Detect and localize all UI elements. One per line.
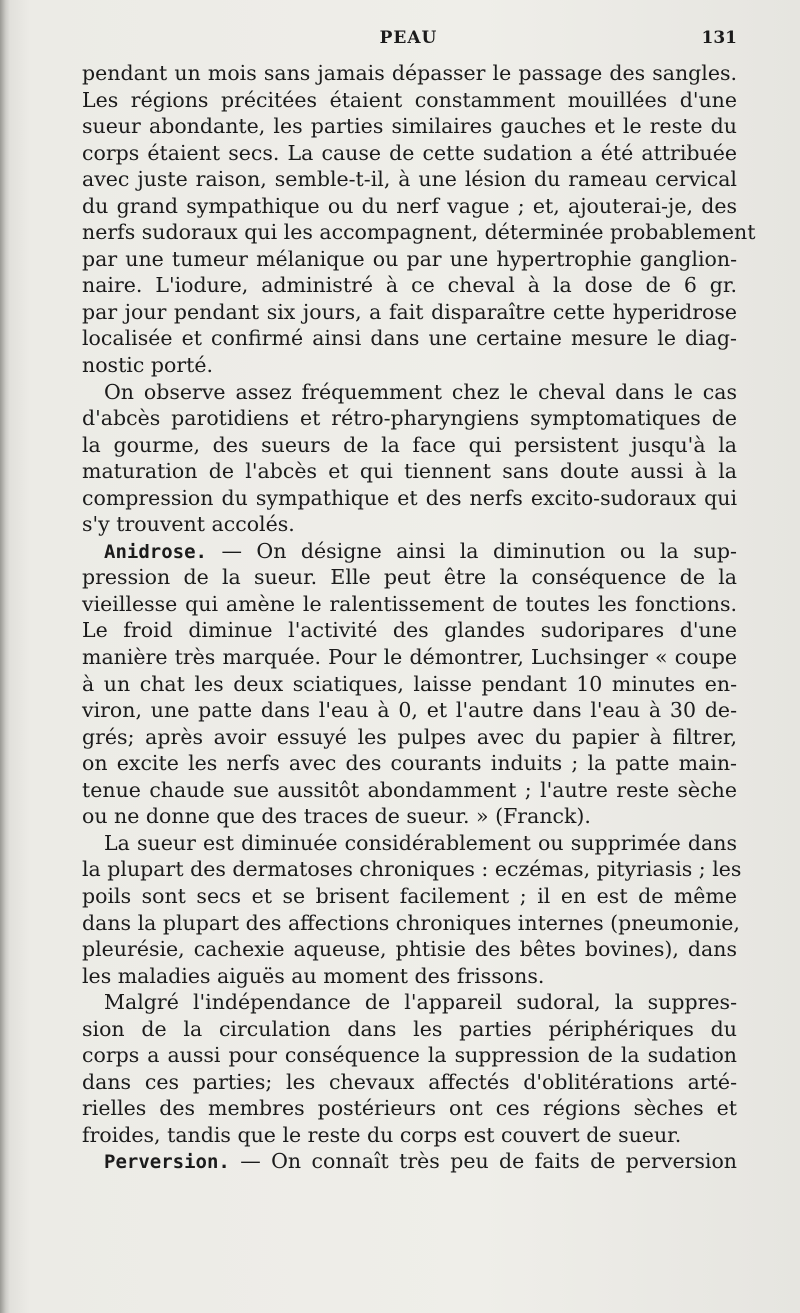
line-text: sueur abondante, les parties similaires gauches et le reste du: [82, 114, 737, 139]
text-line: [82, 617, 737, 644]
text-line: [82, 1148, 737, 1175]
running-head: [80, 28, 737, 54]
text-line: [82, 750, 737, 777]
text-line: [82, 485, 737, 512]
text-line: [82, 1016, 737, 1043]
text-line: [82, 856, 742, 883]
line-text: pleurésie, cachexie aqueuse, phtisie des bêtes bovines), dans: [82, 937, 737, 962]
line-text: naire. L'iodure, administré à ce cheval à la dose de 6 gr.: [82, 273, 737, 298]
line-text: Malgré l'indépendance de l'appareil sudoral, la suppres-: [104, 990, 737, 1015]
line-text: par jour pendant six jours, a fait disparaître cette hyperidrose: [82, 299, 737, 324]
text-line: [82, 272, 737, 299]
line-text: Le froid diminue l'activité des glandes sudoripares d'une: [82, 618, 737, 643]
text-line: [82, 458, 737, 485]
line-text: Les régions précitées étaient constamment mouillées d'une: [82, 87, 737, 112]
text-line: [82, 963, 737, 990]
line-text: du grand sympathique ou du nerf vague ; et, ajouterai-je, des: [82, 193, 737, 218]
line-text: localisée et confirmé ainsi dans une certaine mesure le diag-: [82, 326, 737, 351]
line-text: la gourme, des sueurs de la face qui persistent jusqu'à la: [82, 432, 737, 457]
page-edge-shadow: [0, 0, 10, 1313]
text-line: [82, 166, 737, 193]
line-text: corps étaient secs. La cause de cette sudation a été attribuée: [82, 140, 737, 165]
text-line: [82, 724, 737, 751]
text-line: [82, 1095, 737, 1122]
line-text: La sueur est diminuée considérablement ou supprimée dans: [104, 830, 737, 855]
text-line: [82, 352, 737, 379]
line-text: dans ces parties; les chevaux affectés d'oblitérations arté-: [82, 1069, 737, 1094]
text-line: [82, 325, 737, 352]
line-text: dans la plupart des affections chroniques internes (pneumonie,: [82, 910, 740, 935]
line-text: ou ne donne que des traces de sueur. » (Franck).: [82, 804, 591, 829]
text-line: [82, 697, 737, 724]
text-line: [82, 113, 737, 140]
text-line: [82, 60, 737, 87]
line-text: nerfs sudoraux qui les accompagnent, déterminée probablement: [82, 220, 756, 245]
text-line: [82, 538, 737, 565]
text-line: [82, 379, 737, 406]
text-line: [82, 803, 737, 830]
line-text: — On désigne ainsi la diminution ou la sup-: [206, 538, 737, 563]
line-text: vieillesse qui amène le ralentissement de toutes les fonctions.: [82, 591, 737, 616]
line-text: d'abcès parotidiens et rétro-pharyngiens symptomatiques de: [82, 406, 737, 431]
line-text: manière très marquée. Pour le démontrer, Luchsinger « coupe: [82, 645, 737, 670]
text-line: [82, 936, 737, 963]
text-line: [82, 777, 737, 804]
text-line: [82, 830, 737, 857]
line-text: à un chat les deux sciatiques, laisse pendant 10 minutes en-: [82, 671, 737, 696]
line-text: grés; après avoir essuyé les pulpes avec du papier à filtrer,: [82, 724, 737, 749]
line-text: nostic porté.: [82, 353, 214, 378]
text-line: [82, 1042, 737, 1069]
text-line: [82, 405, 737, 432]
line-text: par une tumeur mélanique ou par une hypertrophie ganglion-: [82, 246, 737, 271]
line-text: rielles des membres postérieurs ont ces régions sèches et: [82, 1096, 737, 1121]
text-line: [82, 246, 737, 273]
line-text: compression du sympathique et des nerfs excito-sudoraux qui: [82, 485, 737, 510]
line-text: pression de la sueur. Elle peut être la conséquence de la: [82, 565, 737, 590]
line-text: pendant un mois sans jamais dépasser le passage des sangles.: [82, 61, 737, 85]
line-text: viron, une patte dans l'eau à 0, et l'autre dans l'eau à 30 de-: [82, 698, 737, 723]
line-text: sion de la circulation dans les parties périphériques du: [82, 1016, 737, 1041]
text-line: [82, 883, 737, 910]
line-text: s'y trouvent accolés.: [82, 512, 295, 537]
text-line: [82, 87, 737, 114]
text-line: [82, 1069, 737, 1096]
text-line: [82, 671, 737, 698]
text-line: [82, 432, 737, 459]
text-line: [82, 140, 737, 167]
text-line: [82, 644, 737, 671]
body-text: [82, 60, 756, 1175]
text-line: [82, 910, 740, 937]
text-line: [82, 591, 737, 618]
line-text: froides, tandis que le reste du corps est couvert de sueur.: [82, 1122, 682, 1147]
line-text: la plupart des dermatoses chroniques : eczémas, pityriasis ; les: [82, 857, 742, 882]
line-text: maturation de l'abcès et qui tiennent sans doute aussi à la: [82, 459, 737, 484]
text-line: [82, 1122, 737, 1149]
page-number: 131: [701, 28, 737, 48]
line-text: poils sont secs et se brisent facilement ; il en est de même: [82, 883, 737, 908]
line-text: — On connaît très peu de faits de perversion: [229, 1149, 737, 1174]
line-text: on excite les nerfs avec des courants induits ; la patte main-: [82, 751, 737, 776]
line-text: avec juste raison, semble-t-il, à une lésion du rameau cervical: [82, 167, 737, 192]
text-line: [82, 564, 737, 591]
section-term: Anidrose.: [104, 540, 207, 563]
line-text: tenue chaude sue aussitôt abondamment ; l'autre reste sèche: [82, 777, 737, 802]
text-line: [82, 989, 737, 1016]
line-text: corps a aussi pour conséquence la suppression de la sudation: [82, 1043, 737, 1068]
text-line: [82, 219, 756, 246]
section-term: Perversion.: [104, 1151, 230, 1174]
text-line: [82, 511, 737, 538]
running-title: PEAU: [379, 28, 438, 48]
text-line: [82, 299, 737, 326]
text-line: [82, 193, 737, 220]
line-text: On observe assez fréquemment chez le cheval dans le cas: [104, 379, 737, 404]
line-text: les maladies aiguës au moment des frissons.: [82, 963, 545, 988]
